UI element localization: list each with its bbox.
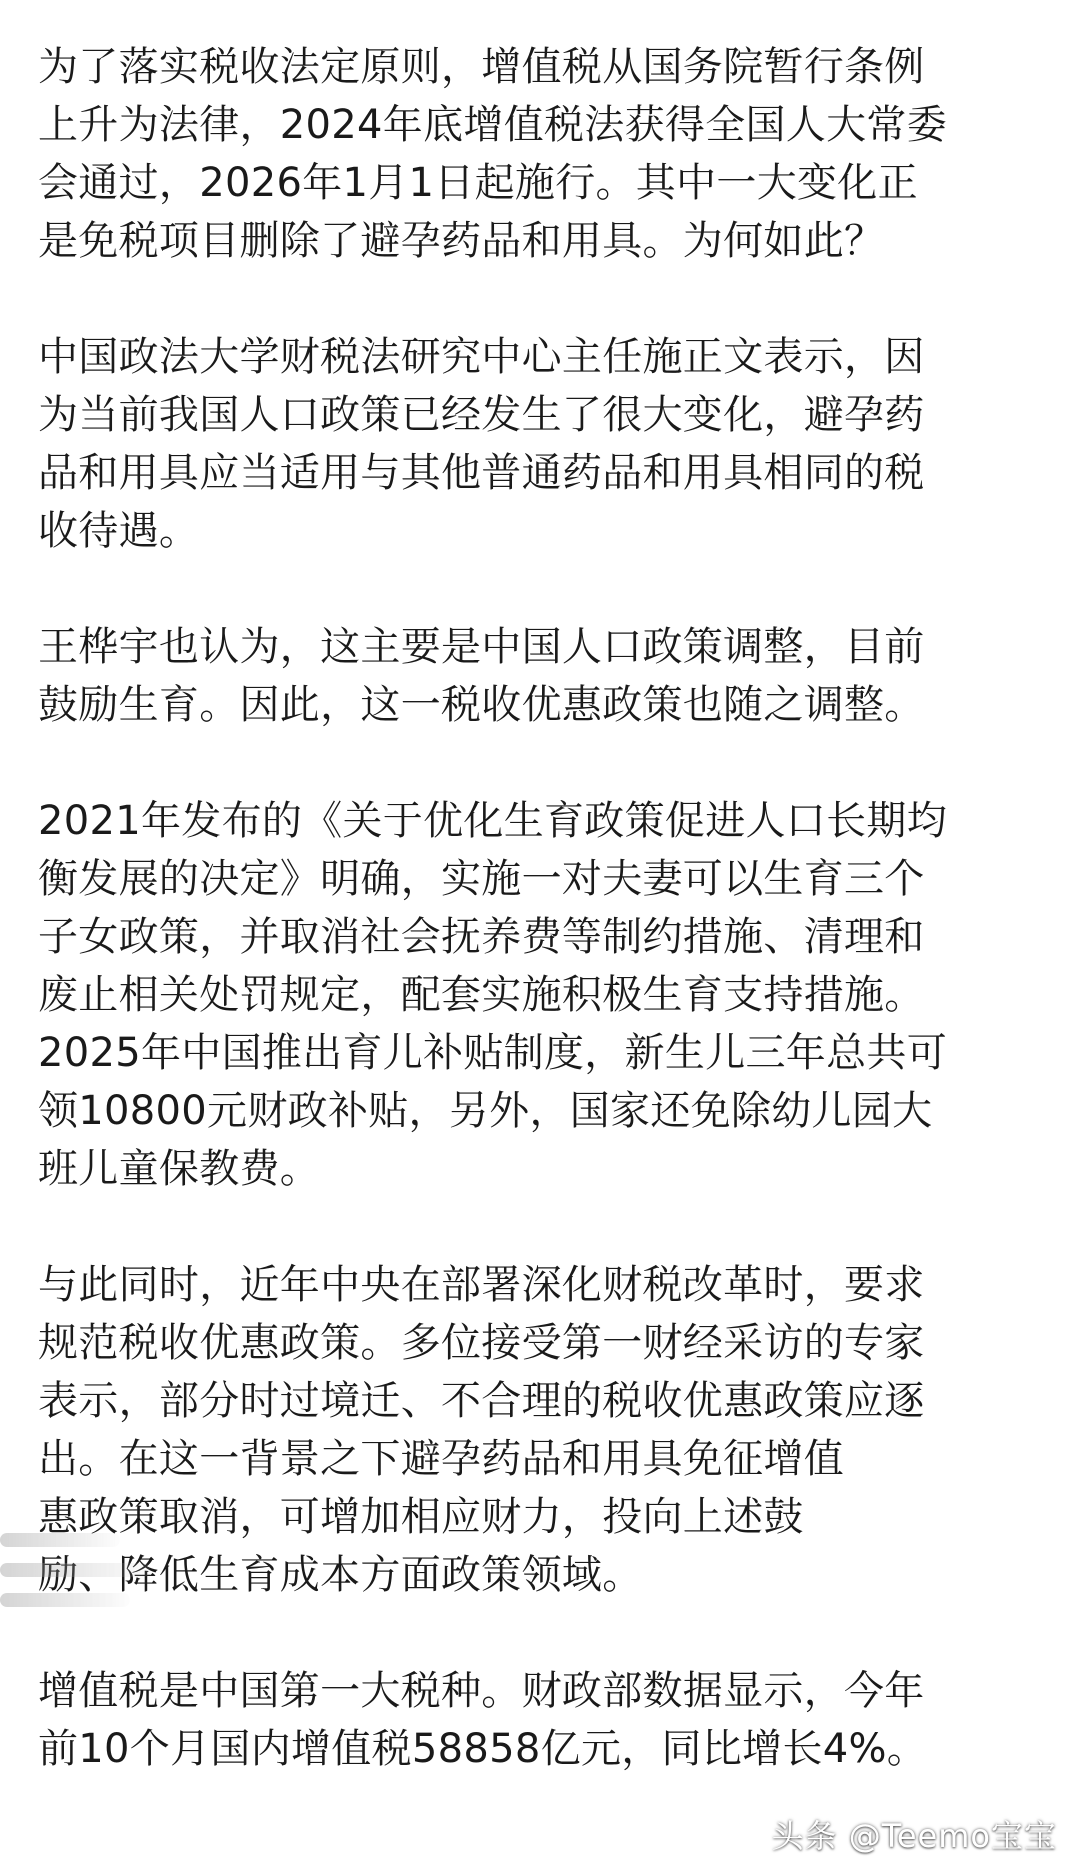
article-paragraph-6: 增值税是中国第一大税种。财政部数据显示，今年 前10个月国内增值税58858亿元，同比增长4%。 (38, 1668, 928, 1772)
handle-bar-1 (0, 1533, 120, 1547)
watermark-text: 头条 @Teemo宝宝 (771, 1817, 1057, 1855)
floating-menu-handle-icon[interactable] (0, 1505, 155, 1637)
article-paragraph-3: 王桦宇也认为，这主要是中国人口政策调整，目前 鼓励生育。因此，这一税收优惠政策也随之调整。 (38, 624, 925, 728)
article-paragraph-4: 2021年发布的《关于优化生育政策促进人口长期均 衡发展的决定》明确，实施一对夫妻可以生育三个 子女政策，并取消社会抚养费等制约措施、清理和 废止相关处罚规定，配套实施积极生育支持措施。 2025年中国推出育儿补贴制度，新生儿三年总共可 领10800元财政补贴，另外，国家还免除幼儿园大 班儿童保教费。 (38, 798, 947, 1192)
article-body (38, 38, 1048, 1778)
handle-bar-3 (0, 1593, 130, 1607)
article-paragraph-1: 为了落实税收法定原则，增值税从国务院暂行条例 上升为法律，2024年底增值税法获得全国人大常委 会通过，2026年1月1日起施行。其中一大变化正 是免税项目删除了避孕药品和用具。为何如此？ (38, 44, 947, 264)
handle-bar-2 (0, 1563, 150, 1577)
article-paragraph-2: 中国政法大学财税法研究中心主任施正文表示，因 为当前我国人口政策已经发生了很大变化，避孕药 品和用具应当适用与其他普通药品和用具相同的税 收待遇。 (38, 334, 925, 554)
article-paragraph-5: 与此同时，近年中央在部署深化财税改革时，要求 规范税收优惠政策。多位接受第一财经采访的专家 表示，部分时过境迁、不合理的税收优惠政策应逐 出。在这一背景之下避孕药品和用具免征增值 惠政策取消，可增加相应财力，投向上述鼓 励、降低生育成本方面政策领域。 (38, 1262, 925, 1598)
